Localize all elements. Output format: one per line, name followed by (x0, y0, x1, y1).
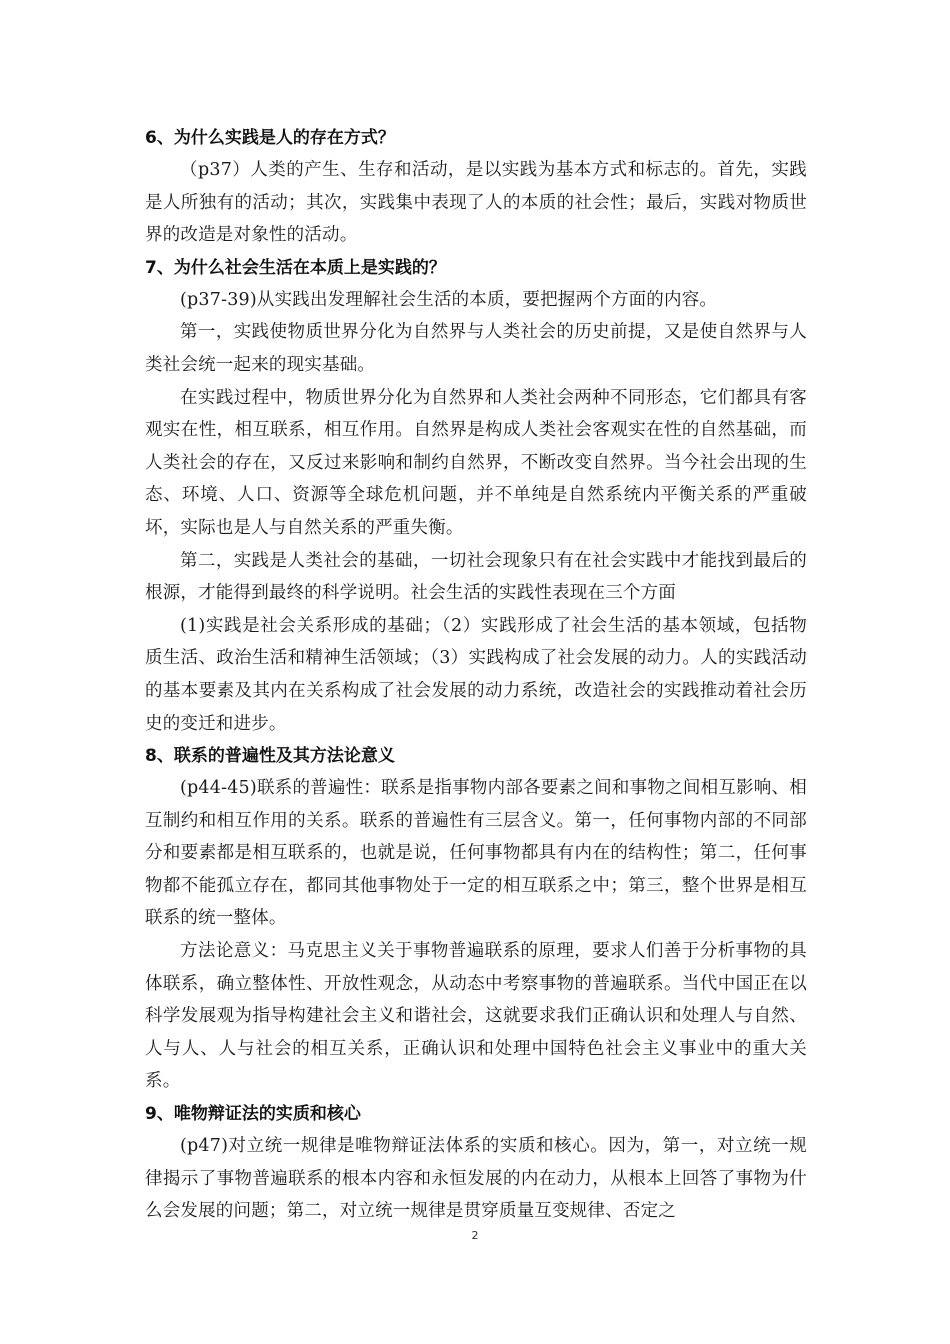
section-heading: 9、唯物辩证法的实质和核心 (145, 1104, 361, 1125)
page-number: 2 (471, 1229, 479, 1242)
page-content (145, 122, 807, 1228)
paragraph: (p37-39)从实践出发理解社会生活的本质，要把握两个方面的内容。 (180, 289, 718, 310)
paragraph: 第一，实践使物质世界分化为自然界与人类社会的历史前提，又是使自然界与人类社会统一起来的现实基础。 (145, 322, 807, 375)
section-heading: 7、为什么社会生活在本质上是实践的？ (145, 257, 446, 278)
paragraph: （p37）人类的产生、生存和活动，是以实践为基本方式和标志的。首先，实践是人所独有的活动；其次，实践集中表现了人的本质的社会性；最后，实践对物质世界的改造是对象性的活动。 (145, 160, 807, 246)
section-8 (145, 740, 807, 1098)
section-6 (145, 122, 807, 252)
section-heading: 8、联系的普遍性及其方法论意义 (145, 746, 395, 767)
section-7 (145, 252, 807, 740)
paragraph: 方法论意义：马克思主义关于事物普遍联系的原理，要求人们善于分析事物的具体联系，确立整体性、开放性观念，从动态中考察事物的普遍联系。当代中国正在以科学发展观为指导构建社会主义和谐社会，这就要求我们正确认识和处理人与自然、人与人、人与社会的相互关系，正确认识和处理中国特色社会主义事业中的重大关系。 (145, 941, 807, 1092)
paragraph: (p47)对立统一规律是唯物辩证法体系的实质和核心。因为，第一，对立统一规律揭示了事物普遍联系的根本内容和永恒发展的内在动力，从根本上回答了事物为什么会发展的问题；第二，对立统一规律是贯穿质量互变规律、否定之 (145, 1136, 807, 1222)
paragraph: (p44-45)联系的普遍性：联系是指事物内部各要素之间和事物之间相互影响、相互制约和相互作用的关系。联系的普遍性有三层含义。第一，任何事物内部的不同部分和要素都是相互联系的，也就是说，任何事物都具有内在的结构性；第二，任何事物都不能孤立存在，都同其他事物处于一定的相互联系之中；第三，整个世界是相互联系的统一整体。 (145, 778, 807, 929)
paragraph: 第二，实践是人类社会的基础，一切社会现象只有在社会实践中才能找到最后的根源，才能得到最终的科学说明。社会生活的实践性表现在三个方面 (145, 550, 807, 604)
section-heading: 6、为什么实践是人的存在方式？ (145, 128, 395, 148)
section-9 (145, 1098, 807, 1228)
paragraph: (1)实践是社会关系形成的基础；（2）实践形成了社会生活的基本领域，包括物质生活、政治生活和精神生活领域；（3）实践构成了社会发展的动力。人的实践活动的基本要素及其内在关系构成了社会发展的动力系统，改造社会的实践推动着社会历史的变迁和进步。 (145, 615, 807, 734)
paragraph: 在实践过程中，物质世界分化为自然界和人类社会两种不同形态，它们都具有客观实在性，相互联系，相互作用。自然界是构成人类社会客观实在性的自然基础，而人类社会的存在，又反过来影响和制约自然界，不断改变自然界。当今社会出现的生态、环境、人口、资源等全球危机问题，并不单纯是自然系统内平衡关系的严重破坏，实际也是人与自然关系的严重失衡。 (145, 387, 807, 538)
